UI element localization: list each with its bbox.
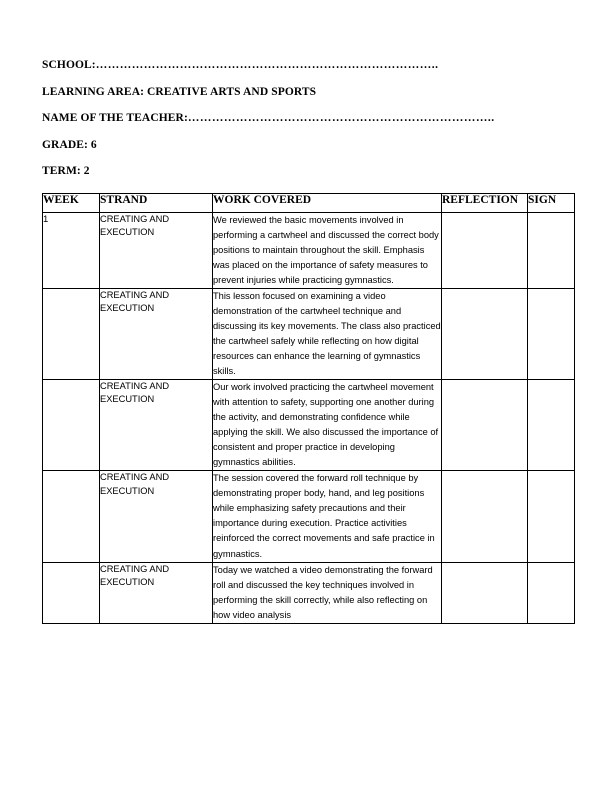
cell-work-covered: Our work involved practicing the cartwheel movement with attention to safety, supporting one another during the activity, and demonstrating confidence while applying the skill. We also discussed the importance of consistent and proper practice in developing gymnastics abilities. bbox=[213, 380, 442, 471]
cell-strand: CREATING AND EXECUTION bbox=[100, 562, 213, 623]
term-line: TERM: 2 bbox=[42, 165, 90, 177]
cell-work-covered: Today we watched a video demonstrating the forward roll and discussed the key techniques involved in performing the skill correctly, while also reflecting on how video analysis bbox=[213, 562, 442, 623]
cell-week bbox=[43, 380, 100, 471]
table-header-row bbox=[43, 193, 575, 212]
cell-reflection[interactable] bbox=[442, 212, 528, 288]
cell-sign[interactable] bbox=[528, 288, 575, 379]
column-header-reflection: REFLECTION bbox=[442, 193, 528, 212]
cell-strand: CREATING AND EXECUTION bbox=[100, 380, 213, 471]
cell-reflection[interactable] bbox=[442, 562, 528, 623]
cell-sign[interactable] bbox=[528, 562, 575, 623]
document-header bbox=[42, 60, 567, 178]
cell-work-covered: We reviewed the basic movements involved in performing a cartwheel and discussed the correct body positions to maintain throughout the skill. Emphasis was placed on the importance of safety measures to prevent injuries while practicing gymnastics. bbox=[213, 212, 442, 288]
learning-area-line: LEARNING AREA: CREATIVE ARTS AND SPORTS bbox=[42, 85, 317, 98]
cell-strand: CREATING AND EXECUTION bbox=[100, 212, 213, 288]
cell-reflection[interactable] bbox=[442, 471, 528, 562]
teacher-dots: ………………………………………………………………….. bbox=[187, 112, 495, 124]
teacher-label: NAME OF THE TEACHER: bbox=[42, 112, 188, 124]
school-label: SCHOOL: bbox=[42, 59, 96, 71]
grade-line: GRADE: 6 bbox=[42, 138, 97, 151]
cell-reflection[interactable] bbox=[442, 288, 528, 379]
table-row bbox=[43, 471, 575, 562]
cell-week bbox=[43, 562, 100, 623]
table-row bbox=[43, 212, 575, 288]
cell-reflection[interactable] bbox=[442, 380, 528, 471]
teacher-line bbox=[42, 113, 567, 125]
cell-week bbox=[43, 288, 100, 379]
column-header-week: WEEK bbox=[43, 193, 100, 212]
cell-sign[interactable] bbox=[528, 212, 575, 288]
column-header-sign: SIGN bbox=[528, 193, 575, 212]
cell-work-covered: This lesson focused on examining a video demonstration of the cartwheel technique and discussing its key movements. The class also practiced the cartwheel safely while reflecting on how digital resources can enhance the learning of gymnastics skills. bbox=[213, 288, 442, 379]
column-header-strand: STRAND bbox=[100, 193, 213, 212]
cell-sign[interactable] bbox=[528, 380, 575, 471]
table-row bbox=[43, 288, 575, 379]
school-dots: ………………………………………………………………………….. bbox=[95, 59, 439, 71]
record-of-work-table bbox=[42, 193, 575, 624]
cell-strand: CREATING AND EXECUTION bbox=[100, 471, 213, 562]
cell-week: 1 bbox=[43, 212, 100, 288]
school-line bbox=[42, 60, 567, 72]
table-row bbox=[43, 380, 575, 471]
cell-sign[interactable] bbox=[528, 471, 575, 562]
cell-strand: CREATING AND EXECUTION bbox=[100, 288, 213, 379]
cell-work-covered: The session covered the forward roll technique by demonstrating proper body, hand, and leg positions while emphasizing safety precautions and their importance during execution. Practice activities reinforced the correct movements and safe practice in gymnastics. bbox=[213, 471, 442, 562]
column-header-work-covered: WORK COVERED bbox=[213, 193, 442, 212]
table-row bbox=[43, 562, 575, 623]
cell-week bbox=[43, 471, 100, 562]
